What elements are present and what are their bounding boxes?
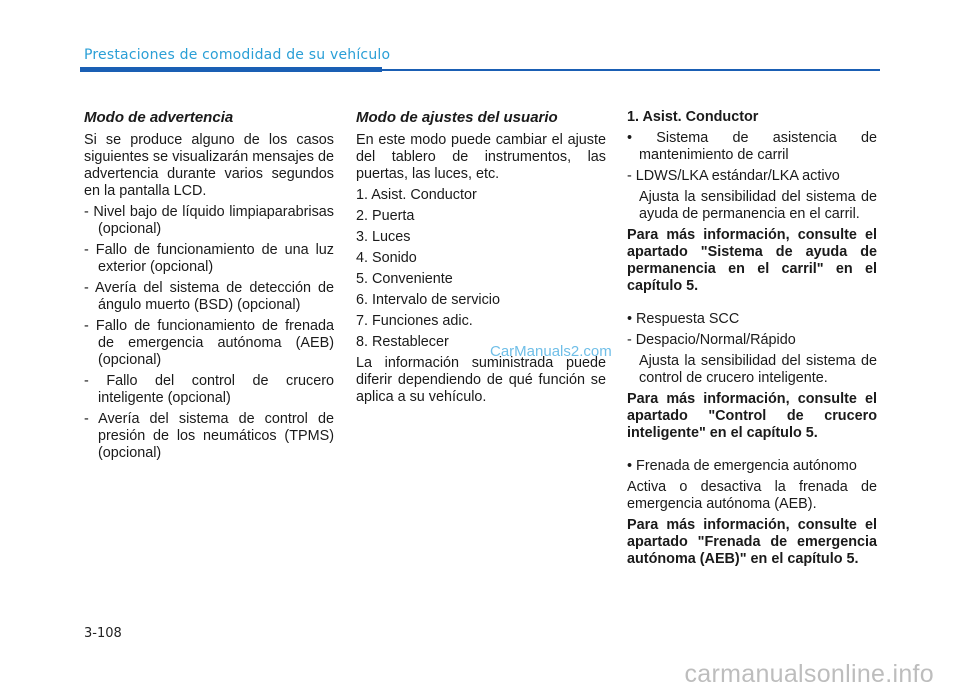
- driver-assist-heading: 1. Asist. Conductor: [627, 109, 759, 125]
- user-settings-heading: Modo de ajustes del usuario: [356, 109, 558, 126]
- warning-mode-heading: Modo de advertencia: [84, 109, 234, 126]
- spacer: [627, 299, 877, 311]
- settings-list-item: 7. Funciones adic.: [356, 313, 473, 329]
- page-number: 3-108: [84, 626, 122, 641]
- settings-list-item: 2. Puerta: [356, 208, 415, 224]
- warning-item: - Fallo de funcionamiento de frenada de emergencia autónoma (AEB) (opcional): [84, 318, 334, 368]
- settings-list-item: 4. Sonido: [356, 250, 417, 266]
- warning-item: - Avería del sistema de detección de ángulo muerto (BSD) (opcional): [84, 280, 334, 313]
- site-watermark: carmanualsonline.info: [684, 660, 934, 688]
- header-rule-thick: [80, 67, 382, 72]
- header-rule-thin: [382, 69, 880, 71]
- lane-keeping-note: Para más información, consulte el apartado "Sistema de ayuda de permanencia en el carril" en el capítulo 5.: [627, 227, 877, 294]
- section-title: Prestaciones de comodidad de su vehículo: [84, 47, 391, 63]
- scc-response-options: - Despacio/Normal/Rápido: [627, 332, 796, 348]
- warning-item: - Fallo del control de crucero inteligente (opcional): [84, 373, 334, 406]
- user-settings-intro: En este modo puede cambiar el ajuste del tablero de instrumentos, las puertas, las luces, etc.: [356, 132, 606, 182]
- lane-keeping-options: - LDWS/LKA estándar/LKA activo: [627, 168, 840, 184]
- settings-list-item: 1. Asist. Conductor: [356, 187, 477, 203]
- lane-keeping-bullet: • Sistema de asistencia de mantenimiento de carril: [627, 130, 877, 163]
- aeb-bullet: • Frenada de emergencia autónomo: [627, 458, 857, 474]
- column-user-settings: [356, 109, 606, 410]
- column-driver-assist: [627, 109, 877, 572]
- watermark-text: CarManuals2.com: [490, 343, 612, 360]
- warning-item: - Avería del sistema de control de presión de los neumáticos (TPMS) (opcional): [84, 411, 334, 461]
- warning-item: - Fallo de funcionamiento de una luz exterior (opcional): [84, 242, 334, 275]
- user-settings-outro: La información suministrada puede diferir dependiendo de qué función se aplica a su vehículo.: [356, 355, 606, 405]
- settings-list-item: 8. Restablecer: [356, 334, 449, 350]
- scc-response-note: Para más información, consulte el apartado "Control de crucero inteligente" en el capítulo 5.: [627, 391, 877, 441]
- warning-item: - Nivel bajo de líquido limpiaparabrisas (opcional): [84, 204, 334, 237]
- settings-list-item: 6. Intervalo de servicio: [356, 292, 500, 308]
- warning-mode-intro: Si se produce alguno de los casos siguientes se visualizarán mensajes de advertencia durante varios segundos en la pantalla LCD.: [84, 132, 334, 199]
- settings-list-item: 5. Conveniente: [356, 271, 453, 287]
- scc-response-description: Ajusta la sensibilidad del sistema de control de crucero inteligente.: [639, 353, 877, 386]
- scc-response-bullet: • Respuesta SCC: [627, 311, 740, 327]
- lane-keeping-description: Ajusta la sensibilidad del sistema de ayuda de permanencia en el carril.: [639, 189, 877, 222]
- column-warning-mode: [84, 109, 334, 466]
- spacer: [627, 446, 877, 458]
- aeb-description: Activa o desactiva la frenada de emergencia autónoma (AEB).: [627, 479, 877, 512]
- settings-list-item: 3. Luces: [356, 229, 411, 245]
- aeb-note: Para más información, consulte el apartado "Frenada de emergencia autónoma (AEB)" en el capítulo 5.: [627, 517, 877, 567]
